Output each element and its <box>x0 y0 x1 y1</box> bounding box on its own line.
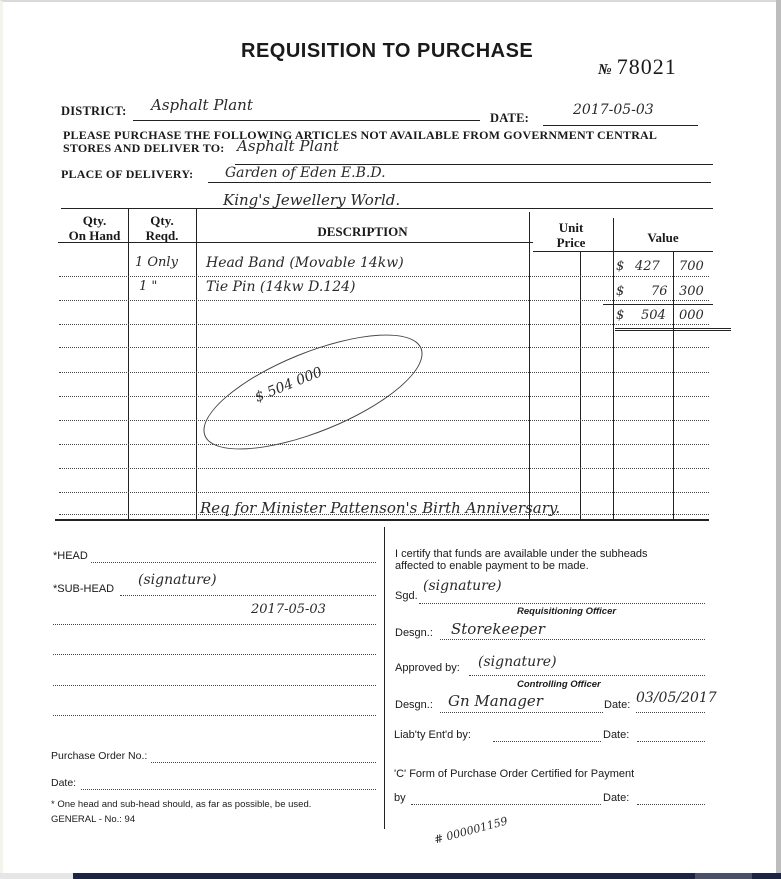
description-cell: Head Band (Movable 14kw) <box>206 255 404 271</box>
approval-date-label: Date: <box>604 699 631 711</box>
qty-reqd-cell: 1 " <box>139 279 158 294</box>
desgn2-value: Gn Manager <box>448 692 543 710</box>
place-label: PLACE OF DELIVERY: <box>61 167 194 181</box>
taskbar-left <box>0 873 73 879</box>
value-major-cell: 76 <box>651 284 668 299</box>
serial-value: 78021 <box>616 54 677 79</box>
qty-reqd-cell: 1 Only <box>135 255 178 270</box>
desgn-label: Desgn.: <box>395 627 433 639</box>
serial-number <box>598 54 677 80</box>
approved-label: Approved by: <box>395 662 460 674</box>
head-note: * One head and sub-head should, as far as possible, be used. <box>51 799 312 810</box>
sgd-signature: (signature) <box>423 578 502 594</box>
subhead-signature: (signature) <box>138 572 217 588</box>
currency-cell: $ <box>616 259 625 274</box>
instruction-line2: STORES AND DELIVER TO: <box>63 141 225 155</box>
by-date-label: Date: <box>603 792 630 804</box>
approved-signature: (signature) <box>478 654 557 670</box>
page-edge <box>776 0 781 874</box>
date-label: DATE: <box>490 111 529 125</box>
po-date-label: Date: <box>51 777 77 789</box>
place-value-line2: King's Jewellery World. <box>223 191 401 209</box>
requisitioning-officer-caption: Requisitioning Officer <box>517 606 617 617</box>
serial-prefix: № <box>598 62 613 78</box>
value-major-cell: 427 <box>635 259 660 274</box>
viewer-bottom-bar-segment <box>695 873 752 879</box>
value-minor-cell: 700 <box>679 259 704 274</box>
description-cell: Tie Pin (14kw D.124) <box>206 279 356 295</box>
currency-cell: $ <box>616 284 625 299</box>
liability-label: Liab'ty Ent'd by: <box>394 729 471 741</box>
header-qty-reqd: Qty. Reqd. <box>145 213 179 243</box>
by-label: by <box>394 792 406 804</box>
purchase-order-label: Purchase Order No.: <box>51 750 148 762</box>
district-label: DISTRICT: <box>61 104 127 118</box>
viewer-bottom-bar <box>73 873 781 879</box>
instruction-line1: PLEASE PURCHASE THE FOLLOWING ARTICLES NOT AVAILABLE FROM GOVERNMENT CENTRAL <box>63 128 658 142</box>
value-minor-cell: 300 <box>679 284 704 299</box>
requisition-purpose-note: Req for Minister Pattenson's Birth Anniversary. <box>200 499 561 517</box>
circled-total-text: $ 504 000 <box>252 364 325 406</box>
sgd-label: Sgd. <box>395 590 418 602</box>
form-title: REQUISITION TO PURCHASE <box>241 40 534 62</box>
subhead-label: *SUB-HEAD <box>53 583 115 595</box>
header-qty-on-hand: Qty. On Hand <box>68 213 121 243</box>
liability-date-label: Date: <box>603 729 630 741</box>
header-value: Value <box>647 230 679 245</box>
handwritten-reference: # 000001159 <box>432 814 510 847</box>
currency-cell: $ <box>616 308 625 323</box>
header-description: DESCRIPTION <box>317 224 408 239</box>
form-code: GENERAL - No.: 94 <box>51 814 136 825</box>
header-unit-price: Unit Price <box>556 220 586 250</box>
head-label: *HEAD <box>53 550 88 562</box>
approval-date-value: 03/05/2017 <box>636 690 717 706</box>
subhead-date: 2017-05-03 <box>251 602 326 617</box>
controlling-officer-caption: Controlling Officer <box>517 679 601 690</box>
place-value-line1: Garden of Eden E.B.D. <box>225 165 386 181</box>
value-major-cell: 504 <box>641 308 666 323</box>
desgn-value: Storekeeper <box>451 620 545 638</box>
c-form-label: 'C' Form of Purchase Order Certified for Payment <box>394 768 635 780</box>
value-minor-cell: 000 <box>679 308 704 323</box>
deliver-to-value: Asphalt Plant <box>237 137 339 155</box>
desgn2-label: Desgn.: <box>395 699 433 711</box>
district-value: Asphalt Plant <box>151 96 253 114</box>
certify-line1: I certify that funds are available under the subheads <box>395 548 648 560</box>
certify-line2: affected to enable payment to be made. <box>395 560 589 572</box>
circled-total-annotation <box>190 311 437 473</box>
date-value: 2017-05-03 <box>573 102 654 118</box>
